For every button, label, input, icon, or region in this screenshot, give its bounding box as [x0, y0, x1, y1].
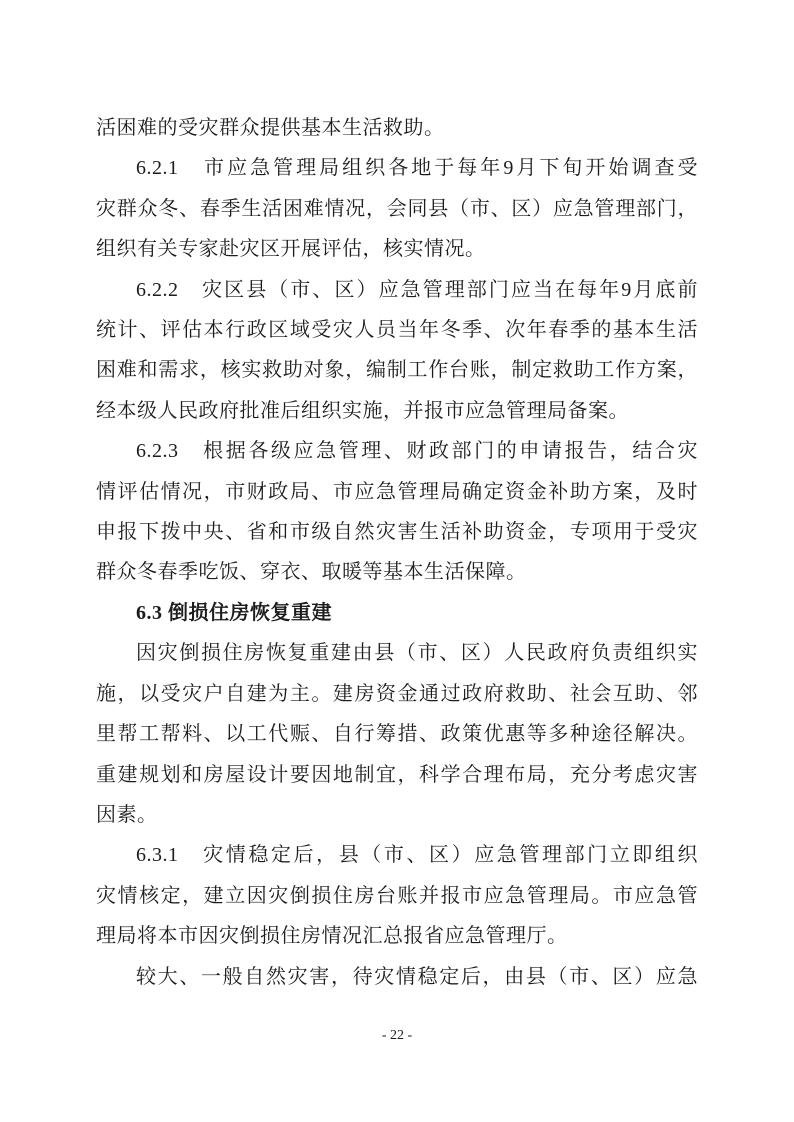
text-line: 6.3.1 灾情稳定后，县（市、区）应急管理部门立即组织 — [136, 844, 698, 867]
text-line: 灾群众冬、春季生活困难情况，会同县（市、区）应急管理部门， — [96, 197, 698, 220]
text-line: 经本级人民政府批准后组织实施，并报市应急管理局备案。 — [96, 399, 629, 422]
text-line: 因灾倒损住房恢复重建由县（市、区）人民政府负责组织实 — [136, 642, 698, 665]
text-line: 群众冬春季吃饭、穿衣、取暖等基本生活保障。 — [96, 561, 527, 584]
document-body — [96, 108, 698, 997]
text-line: 活困难的受灾群众提供基本生活救助。 — [96, 117, 445, 139]
text-line: 6.2.2 灾区县（市、区）应急管理部门应当在每年9月底前 — [136, 278, 698, 301]
text-line: 施，以受灾户自建为主。建房资金通过政府救助、社会互助、邻 — [96, 682, 698, 705]
text-line: 因素。 — [96, 803, 158, 826]
text-line: 统计、评估本行政区域受灾人员当年冬季、次年春季的基本生活 — [96, 319, 698, 342]
text-line: 申报下拨中央、省和市级自然灾害生活补助资金，专项用于受灾 — [96, 521, 698, 544]
section-heading: 6.3 倒损住房恢复重建 — [136, 601, 332, 624]
text-line: 较大、一般自然灾害，待灾情稳定后，由县（市、区）应急 — [136, 965, 698, 988]
text-line: 情评估情况，市财政局、市应急管理局确定资金补助方案，及时 — [96, 480, 698, 503]
text-line: 理局将本市因灾倒损住房情况汇总报省应急管理厅。 — [96, 925, 568, 948]
text-line: 6.2.1 市应急管理局组织各地于每年9月下旬开始调查受 — [136, 157, 698, 180]
text-line: 重建规划和房屋设计要因地制宜，科学合理布局，充分考虑灾害 — [96, 763, 698, 786]
text-line: 困难和需求，核实救助对象，编制工作台账，制定救助工作方案， — [96, 359, 698, 382]
text-line: 灾情核定，建立因灾倒损住房台账并报市应急管理局。市应急管 — [96, 884, 698, 907]
text-line: 6.2.3 根据各级应急管理、财政部门的申请报告，结合灾 — [136, 440, 698, 463]
text-line: 组织有关专家赴灾区开展评估，核实情况。 — [96, 238, 486, 261]
page-number: - 22 - — [381, 1028, 413, 1043]
text-line: 里帮工帮料、以工代赈、自行筹措、政策优惠等多种途径解决。 — [96, 723, 698, 746]
